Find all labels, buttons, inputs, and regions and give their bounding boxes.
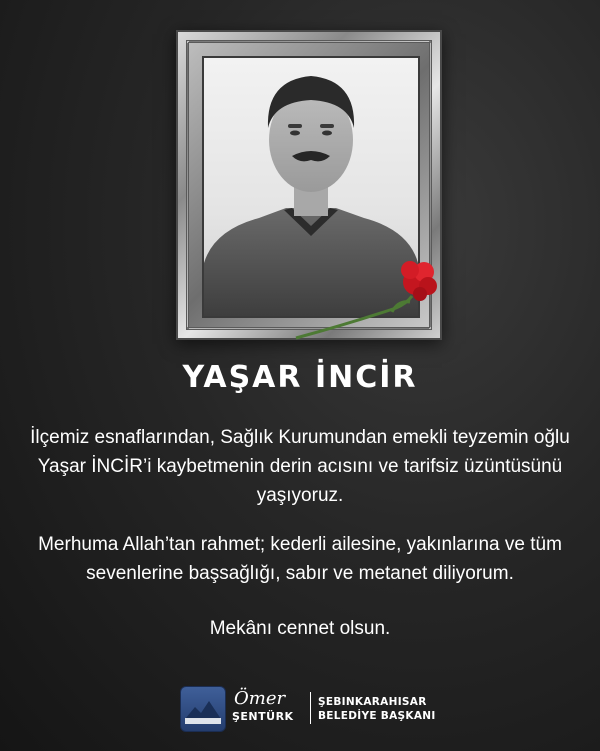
signature-first-name: Ömer [234,688,286,709]
footer-signature-block [180,684,440,732]
deceased-name: YAŞAR İNCİR [182,360,418,395]
mayor-title-line-1: ŞEBINKARAHISAR [318,696,427,708]
mayor-title-line-2: BELEDİYE BAŞKANI [318,710,436,722]
condolence-paragraph-1: İlçemiz esnaflarından, Sağlık Kurumundan emekli teyzemin oğlu Yaşar İNCİR’i kaybetmenin derin acısını ve tarifsiz üzüntüsünü yaşıyoruz. [30,427,570,506]
condolence-paragraph-3: Mekânı cennet olsun. [209,618,391,639]
red-carnation-icon [288,242,448,352]
portrait-frame [176,30,442,340]
condolence-paragraph-2: Merhuma Allah’tan rahmet; kederli ailesine, yakınlarına ve tüm sevenlerine başsağlığı, sabır ve metanet diliyorum. [38,534,562,584]
mayor-title [318,695,436,723]
municipality-logo-icon [180,686,226,732]
mayor-signature [232,688,306,728]
footer-divider [310,692,311,724]
signature-last-name: ŞENTÜRK [232,710,294,723]
